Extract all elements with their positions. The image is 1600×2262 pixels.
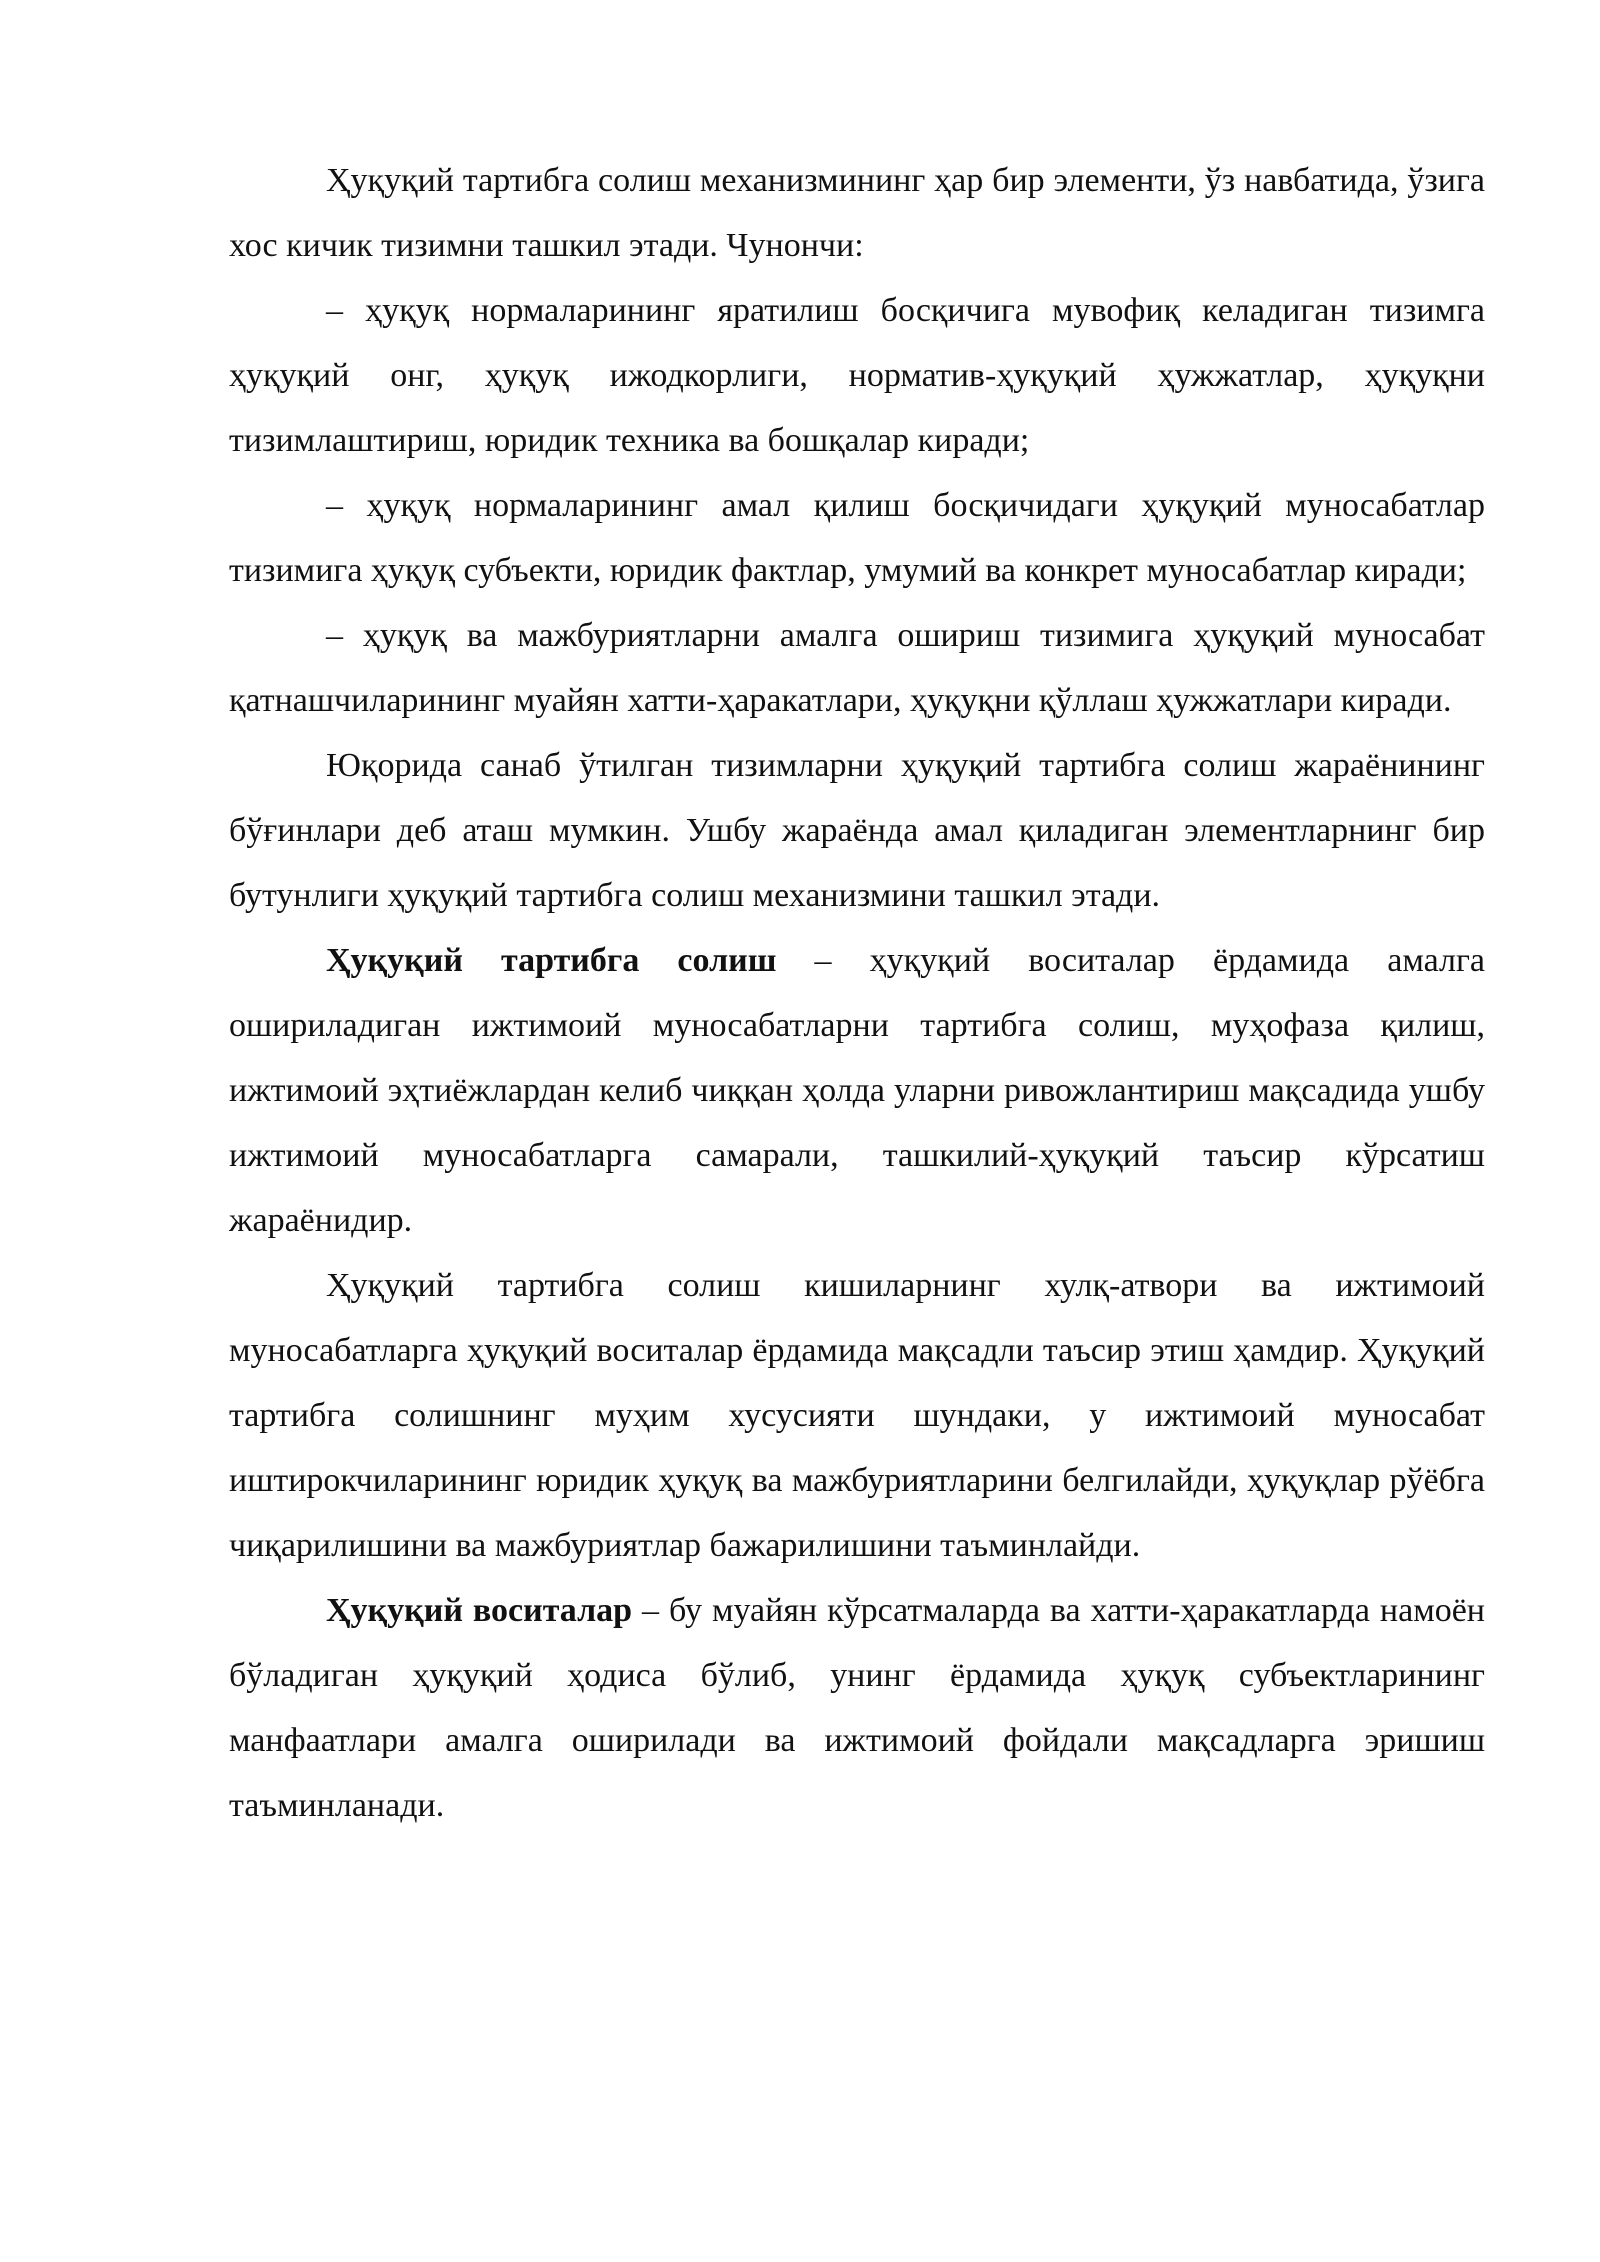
document-page [229, 148, 1485, 1838]
paragraph-legal-means-definition [229, 1578, 1485, 1838]
list-item-text: – ҳуқуқ ва мажбуриятларни амалга ошириш тизимига ҳуқуқий муносабат қатнашчиларининг муайян хатти-ҳаракатлари, ҳуқуқни қўллаш ҳужжатлари киради. [229, 617, 1485, 719]
paragraph-text: Ҳуқуқий тартибга солиш кишиларнинг хулқ-атвори ва ижтимоий муносабатларга ҳуқуқий воситалар ёрдамида мақсадли таъсир этиш ҳамдир. Ҳуқуқий тартибга солишнинг муҳим хусусияти шундаки, у ижтимоий муносабат иштирокчиларининг юридик ҳуқуқ ва мажбуриятларини белгилайди, ҳуқуқлар рўёбга чиқарилишини ва мажбуриятлар бажарилишини таъминлайди. [229, 1267, 1485, 1564]
bold-term: Ҳуқуқий воситалар [326, 1592, 633, 1629]
list-item-text: – ҳуқуқ нормаларининг яратилиш босқичига мувофиқ келадиган тизимга ҳуқуқий онг, ҳуқуқ ижодкорлиги, норматив-ҳуқуқий ҳужжатлар, ҳуқуқни тизимлаштириш, юридик техника ва бошқалар киради; [229, 292, 1485, 459]
list-item-rights-duties [229, 603, 1485, 733]
list-item-norm-creation [229, 278, 1485, 473]
paragraph-text: – ҳуқуқий воситалар ёрдамида амалга ошириладиган ижтимоий муносабатларни тартибга солиш, муҳофаза қилиш, ижтимоий эҳтиёжлардан келиб чиққан ҳолда уларни ривожлантириш мақсадида ушбу ижтимоий муносабатларга самарали, ташкилий-ҳуқуқий таъсир кўрсатиш жараёнидир. [229, 942, 1485, 1239]
paragraph-mechanism-elements [229, 148, 1485, 278]
list-item-norm-operation [229, 473, 1485, 603]
paragraph-text: Юқорида санаб ўтилган тизимларни ҳуқуқий тартибга солиш жараёнининг бўғинлари деб аташ мумкин. Ушбу жараёнда амал қиладиган элементларнинг бир бутунлиги ҳуқуқий тартибга солиш механизмини ташкил этади. [229, 747, 1485, 914]
paragraph-process-stages [229, 733, 1485, 928]
list-item-text: – ҳуқуқ нормаларининг амал қилиш босқичидаги ҳуқуқий муносабатлар тизимига ҳуқуқ субъекти, юридик фактлар, умумий ва конкрет муносабатлар киради; [229, 487, 1485, 589]
paragraph-regulation-influence [229, 1253, 1485, 1578]
paragraph-text: – бу муайян кўрсатмаларда ва хатти-ҳаракатларда намоён бўладиган ҳуқуқий ҳодиса бўлиб, унинг ёрдамида ҳуқуқ субъектларининг манфаатлари амалга оширилади ва ижтимоий фойдали мақсадларга эришиш таъминланади. [229, 1592, 1485, 1824]
bold-term: Ҳуқуқий тартибга солиш [326, 942, 777, 979]
paragraph-text: Ҳуқуқий тартибга солиш механизмининг ҳар бир элементи, ўз навбатида, ўзига хос кичик тизимни ташкил этади. Чунончи: [229, 162, 1485, 264]
paragraph-legal-regulation-definition [229, 928, 1485, 1253]
